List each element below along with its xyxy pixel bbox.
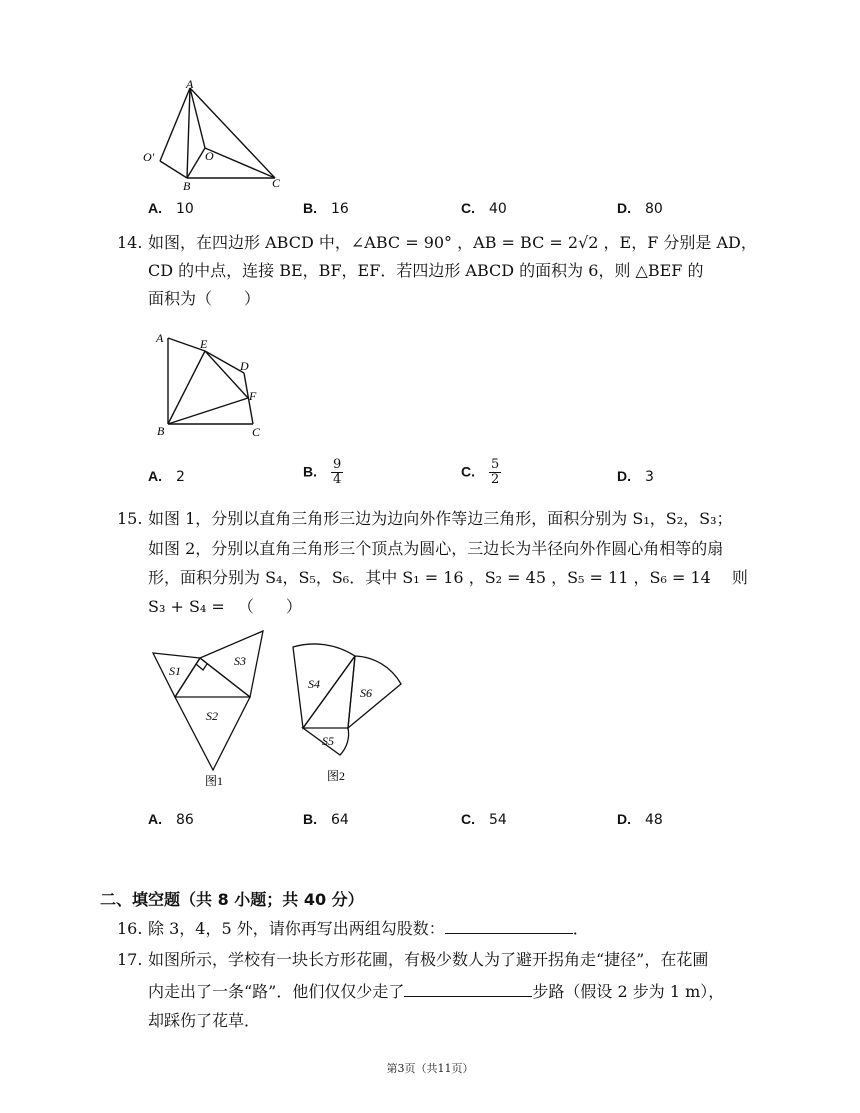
q14-label-E: E bbox=[200, 337, 208, 351]
q14-option-c-fraction bbox=[489, 458, 501, 487]
q15-option-d-value: 48 bbox=[645, 812, 663, 828]
q17-line3: 却踩伤了花草． bbox=[148, 1011, 261, 1030]
q13-option-b[interactable] bbox=[303, 200, 349, 217]
q14-label-F: F bbox=[249, 389, 257, 403]
q15-option-c[interactable] bbox=[461, 811, 507, 828]
q14-option-b-numerator: 9 bbox=[333, 457, 342, 472]
q13-option-c-value: 40 bbox=[489, 201, 507, 217]
q14-option-b-label: B. bbox=[303, 463, 317, 480]
q13-option-c[interactable] bbox=[461, 200, 507, 217]
q13-figure bbox=[135, 78, 295, 196]
section-title: 二、填空题（共 8 小题；共 40 分） bbox=[100, 890, 364, 909]
q14-option-c-label: C. bbox=[461, 463, 475, 480]
q13-label-B: B bbox=[183, 179, 191, 193]
q15-fig1-s1: S1 bbox=[169, 664, 181, 678]
q13-option-d[interactable] bbox=[617, 200, 663, 217]
q17-answer-blank[interactable] bbox=[404, 978, 532, 997]
q15-option-a-label: A. bbox=[148, 811, 162, 827]
q15-fig1-s3: S3 bbox=[234, 654, 246, 668]
q15-fig2-s6: S6 bbox=[360, 686, 372, 700]
q15-line1: 如图 1，分别以直角三角形三边为边向外作等边三角形，面积分别为 S₁，S₂，S₃； bbox=[148, 509, 733, 528]
q14-label-C: C bbox=[252, 425, 261, 439]
q16-number: 16. bbox=[117, 919, 143, 938]
q16-line bbox=[148, 914, 589, 944]
q15-option-a[interactable] bbox=[148, 811, 194, 828]
q15-option-b[interactable] bbox=[303, 811, 349, 828]
q14-option-a-label: A. bbox=[148, 468, 162, 484]
q15-fig1-caption: 图1 bbox=[205, 774, 224, 788]
q13-option-c-label: C. bbox=[461, 200, 475, 216]
q15-line2: 如图 2，分别以直角三角形三个顶点为圆心，三边长为半径向外作圆心角相等的扇 bbox=[148, 539, 724, 558]
q16-end: ． bbox=[572, 919, 589, 938]
q13-label-O-prime: O' bbox=[143, 150, 155, 164]
q17-line2-end: 步路（假设 2 步为 1 m）， bbox=[532, 982, 725, 1001]
q14-line2: CD 的中点，连接 BE，BF，EF．若四边形 ABCD 的面积为 6，则 △BEF 的 bbox=[148, 261, 704, 280]
q14-option-a-value: 2 bbox=[176, 469, 185, 485]
q15-fig2-caption: 图2 bbox=[327, 769, 346, 783]
q17-number: 17. bbox=[117, 950, 143, 969]
q15-fig1-s2: S2 bbox=[206, 709, 218, 723]
q14-label-A: A bbox=[156, 331, 164, 345]
q14-label-D: D bbox=[240, 359, 249, 373]
q13-label-O: O bbox=[205, 149, 214, 163]
q17-line2-start: 内走出了一条“路”．他们仅仅少走了 bbox=[148, 982, 405, 1001]
page-footer: 第3页（共11页） bbox=[386, 1062, 474, 1075]
q15-option-d[interactable] bbox=[617, 811, 663, 828]
q15-fig2-s4: S4 bbox=[308, 677, 320, 691]
q15-option-c-value: 54 bbox=[489, 812, 507, 828]
q15-figure2 bbox=[288, 640, 413, 790]
q13-option-a-value: 10 bbox=[176, 201, 194, 217]
q14-option-d-value: 3 bbox=[645, 469, 654, 485]
q14-option-a[interactable] bbox=[148, 468, 185, 485]
q14-line3: 面积为（ ） bbox=[148, 289, 261, 308]
q14-option-c-numerator: 5 bbox=[491, 457, 500, 472]
q16-text: 除 3，4，5 外，请你再写出两组勾股数： bbox=[148, 919, 445, 938]
q15-line4: S₃ + S₄ = （ ） bbox=[148, 597, 302, 616]
q16-answer-blank[interactable] bbox=[445, 915, 573, 934]
q17-line1: 如图所示，学校有一块长方形花圃，有极少数人为了避开拐角走“捷径”，在花圃 bbox=[148, 950, 709, 969]
q17-line2 bbox=[148, 977, 724, 1007]
q14-label-B: B bbox=[157, 424, 165, 438]
q14-option-b-denominator: 4 bbox=[333, 472, 342, 487]
q14-option-b-fraction bbox=[331, 458, 343, 487]
q14-option-c-denominator: 2 bbox=[491, 472, 500, 487]
q15-option-b-label: B. bbox=[303, 811, 317, 827]
q15-option-c-label: C. bbox=[461, 811, 475, 827]
q15-option-b-value: 64 bbox=[331, 812, 349, 828]
q14-option-c[interactable] bbox=[461, 458, 501, 487]
q15-line3: 形，面积分别为 S₄，S₅，S₆．其中 S₁ = 16 ，S₂ = 45 ，S₅ = 11 ，S₆ = 14 则 bbox=[148, 568, 748, 587]
q13-option-d-label: D. bbox=[617, 200, 631, 216]
q13-option-a-label: A. bbox=[148, 200, 162, 216]
q13-option-b-label: B. bbox=[303, 200, 317, 216]
q15-option-a-value: 86 bbox=[176, 812, 194, 828]
q15-number: 15. bbox=[117, 509, 143, 528]
q14-option-d[interactable] bbox=[617, 468, 654, 485]
q13-option-d-value: 80 bbox=[645, 201, 663, 217]
q15-figure1 bbox=[145, 625, 275, 790]
q13-option-a[interactable] bbox=[148, 200, 194, 217]
q13-label-A: A bbox=[186, 78, 194, 91]
q15-fig2-s5: S5 bbox=[322, 734, 334, 748]
q14-number: 14. bbox=[117, 233, 143, 252]
q15-option-d-label: D. bbox=[617, 811, 631, 827]
q14-option-b[interactable] bbox=[303, 458, 343, 487]
q13-option-b-value: 16 bbox=[331, 201, 349, 217]
q13-label-C: C bbox=[272, 176, 281, 190]
q14-line1: 如图，在四边形 ABCD 中，∠ABC = 90° ，AB = BC = 2√2 ，E，F 分别是 AD， bbox=[148, 233, 757, 252]
q14-option-d-label: D. bbox=[617, 468, 631, 484]
q14-figure bbox=[148, 328, 278, 443]
